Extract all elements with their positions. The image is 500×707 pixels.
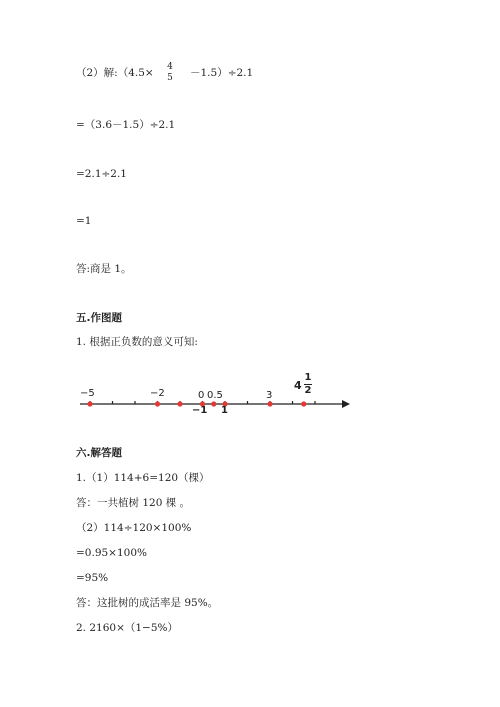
solution-line-1-part-a: （2）解:（4.5× <box>76 67 154 79</box>
section6-line-6: 答：这批树的成活率是 95%。 <box>76 597 219 609</box>
fraction-numerator: 4 <box>167 62 173 72</box>
label-minus-1: −1 <box>192 405 208 416</box>
mixed-denominator: 2 <box>304 385 312 396</box>
solution-line-4: =1 <box>76 215 92 227</box>
number-line-point <box>267 401 272 406</box>
label-minus-5: −5 <box>80 388 95 399</box>
number-line-point <box>87 401 92 406</box>
section-heading-drawing: 五.作图题 <box>76 312 122 324</box>
number-line-point <box>301 401 306 406</box>
label-three: 3 <box>266 390 273 401</box>
solution-line-1-part-b: －1.5）÷2.1 <box>190 67 254 79</box>
section5-question-1: 1. 根据正负数的意义可知: <box>76 336 198 348</box>
section6-line-1: 1.（1）114+6=120（棵） <box>76 472 210 484</box>
section6-line-2: 答：一共植树 120 棵 。 <box>76 497 191 509</box>
solution-line-3: =2.1÷2.1 <box>76 168 127 180</box>
section6-line-4: =0.95×100% <box>76 547 147 559</box>
section6-line-7: 2. 2160×（1−5%） <box>76 622 179 634</box>
label-mixed-fraction <box>303 372 313 397</box>
number-line <box>0 360 500 420</box>
number-line-point <box>211 401 216 406</box>
mixed-numerator: 1 <box>304 372 312 383</box>
label-one: 1 <box>221 405 228 416</box>
label-zero: 0 <box>198 390 205 401</box>
solution-line-2: =（3.6－1.5）÷2.1 <box>76 119 176 131</box>
fraction-four-fifths <box>163 62 177 84</box>
label-mixed-whole: 4 <box>294 379 302 392</box>
label-zero-point-five: 0.5 <box>207 390 223 401</box>
section6-line-3: （2）114÷120×100% <box>76 522 192 534</box>
number-line-point <box>155 401 160 406</box>
section6-line-5: =95% <box>76 572 109 584</box>
fraction-denominator: 5 <box>167 73 173 83</box>
label-minus-2: −2 <box>150 388 165 399</box>
number-line-arrow <box>342 400 350 408</box>
section-heading-answers: 六.解答题 <box>76 447 122 459</box>
number-line-point <box>177 401 182 406</box>
solution-answer: 答:商是 1。 <box>76 263 132 275</box>
